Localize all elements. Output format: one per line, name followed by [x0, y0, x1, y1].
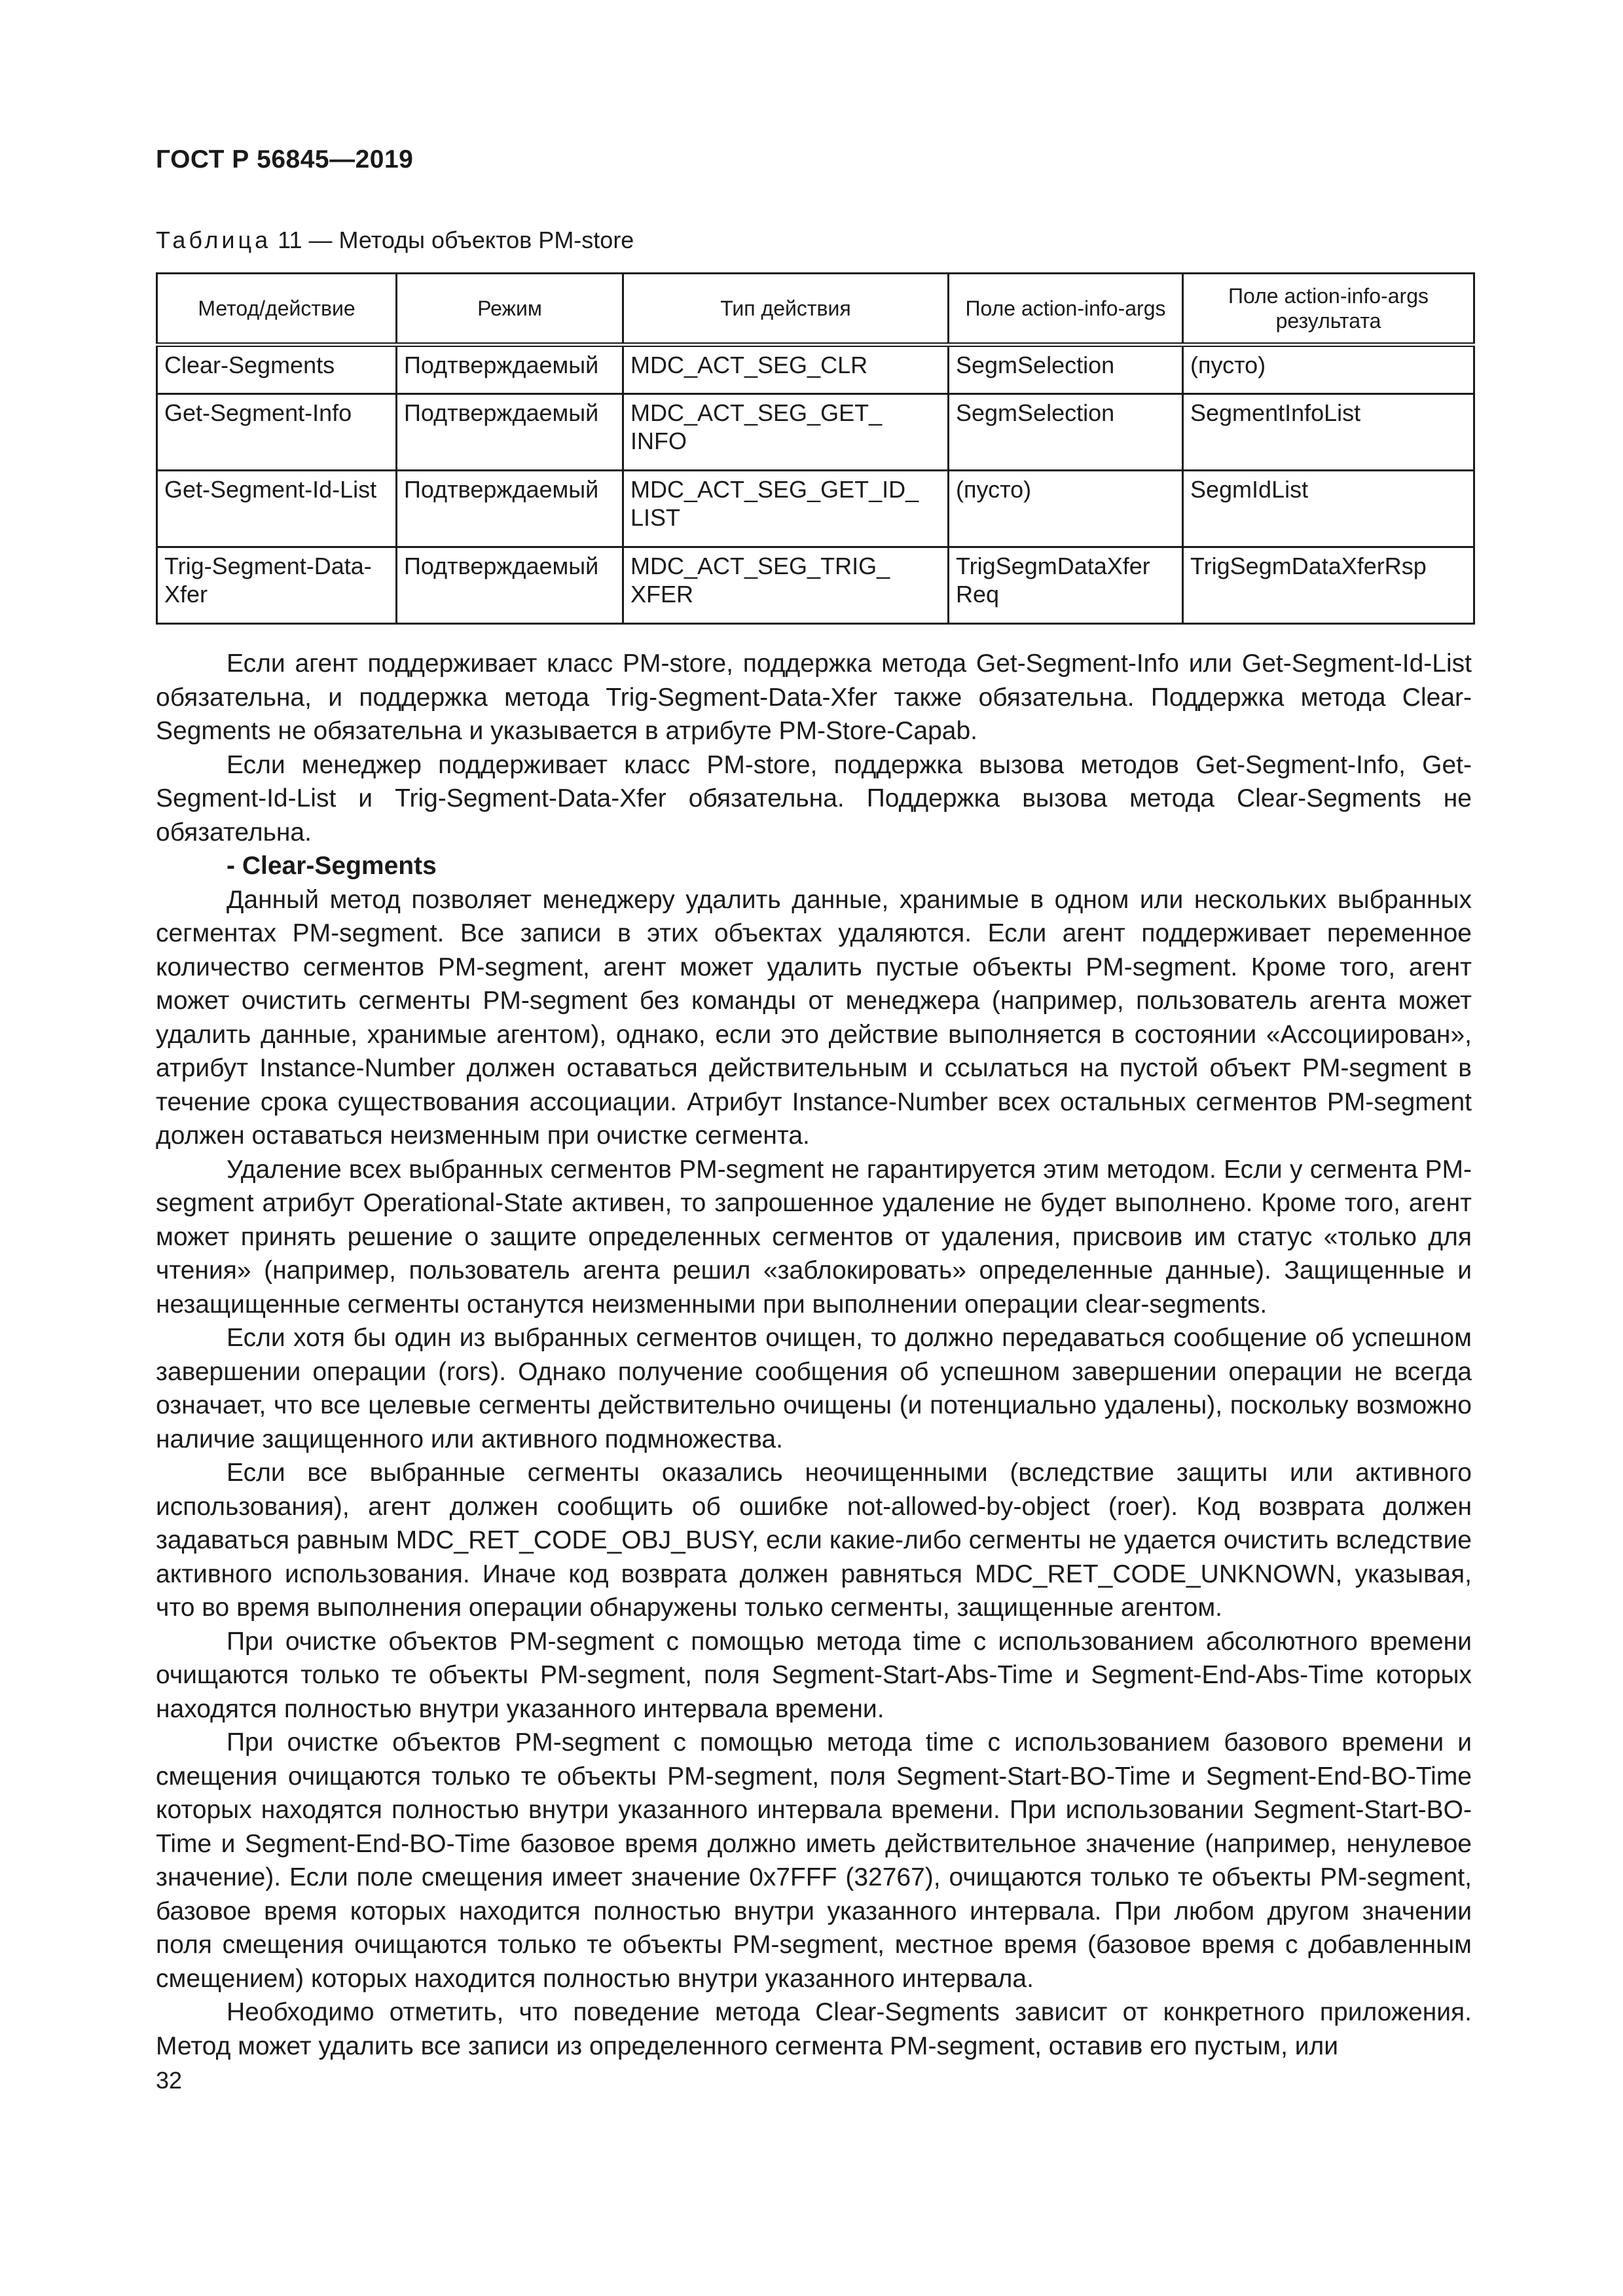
table-cell: MDC_ACT_SEG_GET_ INFO	[623, 394, 949, 471]
table-caption-label: Таблица	[156, 227, 272, 253]
table-cell: MDC_ACT_SEG_CLR	[623, 345, 949, 394]
column-header-method: Метод/действие	[157, 274, 397, 345]
table-header-row	[157, 274, 1474, 345]
table-cell: SegmentInfoList	[1183, 394, 1474, 471]
document-page	[156, 0, 1472, 2296]
table-row	[157, 394, 1474, 471]
section-heading-clear-segments: - Clear-Segments	[227, 852, 437, 880]
table-caption	[156, 227, 634, 254]
column-header-action-type: Тип действия	[623, 274, 949, 345]
table-cell: (пусто)	[1183, 345, 1474, 394]
paragraph: При очистке объектов PM-segment с помощью метода time с использованием абсолютного времени очищаются только те объекты PM-segment, поля Segment-Start-Abs-Time и Segment-End-Abs-Time которых находятся полностью внутри указанного интервала времени.	[156, 1627, 1472, 1723]
table-row	[157, 345, 1474, 394]
table-row	[157, 547, 1474, 624]
paragraph: Если менеджер поддерживает класс PM-store, поддержка вызова методов Get-Segment-Info, Get-Segment-Id-List и Trig-Segment-Data-Xfer обязательна. Поддержка вызова метода Clear-Segments не обязательна.	[156, 750, 1472, 847]
table-row	[157, 471, 1474, 547]
table-cell: SegmSelection	[949, 345, 1183, 394]
document-header: ГОСТ Р 56845—2019	[156, 145, 414, 173]
table-cell: TrigSegmDataXfer Req	[949, 547, 1183, 624]
column-header-mode: Режим	[397, 274, 623, 345]
table-cell: Get-Segment-Info	[157, 394, 397, 471]
paragraph: Если агент поддерживает класс PM-store, поддержка метода Get-Segment-Info или Get-Segment-Id-List обязательна, и поддержка метода Trig-Segment-Data-Xfer также обязательна. Поддержка метода Clear-Segments не обязательна и указывается в атрибуте PM-Store-Capab.	[156, 649, 1472, 745]
table-cell: Подтверждаемый	[397, 345, 623, 394]
table-cell: SegmIdList	[1183, 471, 1474, 547]
paragraph: Необходимо отметить, что поведение метода Clear-Segments зависит от конкретного приложения. Метод может удалить все записи из определенного сегмента PM-segment, оставив его пустым, или	[156, 1998, 1472, 2060]
table-cell: (пусто)	[949, 471, 1183, 547]
paragraph: Если хотя бы один из выбранных сегментов очищен, то должно передаваться сообщение об успешном завершении операции (rors). Однако получение сообщения об успешном завершении операции не всегда означает, что все целевые сегменты действительно очищены (и потенциально удалены), поскольку возможно наличие защищенного или активного подмножества.	[156, 1324, 1472, 1453]
column-header-result-args: Поле action-info-args результата	[1183, 274, 1474, 345]
table-cell: SegmSelection	[949, 394, 1183, 471]
paragraph: Если все выбранные сегменты оказались неочищенными (вследствие защиты или активного использования), агент должен сообщить об ошибке not-allowed-by-object (roer). Код возврата должен задаваться равным MDC_RET_CODE_OBJ_BUSY, если какие-либо сегменты не удается очистить вследствие активного использования. Иначе код возврата должен равняться MDC_RET_CODE_UNKNOWN, указывая, что во время выполнения операции обнаружены только сегменты, защищенные агентом.	[156, 1459, 1472, 1622]
table-cell: Подтверждаемый	[397, 471, 623, 547]
table-cell: Clear-Segments	[157, 345, 397, 394]
table-cell: TrigSegmDataXferRsp	[1183, 547, 1474, 624]
paragraph: Данный метод позволяет менеджеру удалить данные, хранимые в одном или нескольких выбранных сегментах PM-segment. Все записи в этих объектах удаляются. Если агент поддерживает переменное количество сегментов PM-segment, агент может удалить пустые объекты PM-segment. Кроме того, агент может очистить сегменты PM-segment без команды от менеджера (например, пользователь агента может удалить данные, хранимые агентом), однако, если это действие выполняется в состоянии «Ассоциирован», атрибут Instance-Number должен оставаться действительным и ссылаться на пустой объект PM-segment в течение срока существования ассоциации. Атрибут Instance-Number всех остальных сегментов PM-segment должен оставаться неизменным при очистке сегмента.	[156, 885, 1472, 1150]
paragraph: При очистке объектов PM-segment с помощью метода time с использованием базового времени и смещения очищаются только те объекты PM-segment, поля Segment-Start-BO-Time и Segment-End-BO-Time которых находятся полностью внутри указанного интервала времени. При использовании Segment-Start-BO-Time и Segment-End-BO-Time базовое время должно иметь действительное значение (например, ненулевое значение). Если поле смещения имеет значение 0x7FFF (32767), очищаются только те объекты PM-segment, базовое время которых находится полностью внутри указанного интервала. При любом другом значении поля смещения очищаются только те объекты PM-segment, местное время (базовое время с добавленным смещением) которых находится полностью внутри указанного интервала.	[156, 1728, 1472, 1993]
table-cell: Подтверждаемый	[397, 394, 623, 471]
table-cell: Trig-Segment-Data-Xfer	[157, 547, 397, 624]
table-cell: MDC_ACT_SEG_GET_ID_ LIST	[623, 471, 949, 547]
table-cell: Get-Segment-Id-List	[157, 471, 397, 547]
table-cell: Подтверждаемый	[397, 547, 623, 624]
table-cell: MDC_ACT_SEG_TRIG_ XFER	[623, 547, 949, 624]
methods-table	[156, 272, 1475, 625]
body-text	[156, 647, 1472, 2063]
page-number: 32	[156, 2067, 183, 2094]
paragraph: Удаление всех выбранных сегментов PM-segment не гарантируется этим методом. Если у сегмента PM-segment атрибут Operational-State активен, то запрошенное удаление не будет выполнено. Кроме того, агент может принять решение о защите определенных сегментов от удаления, присвоив им статус «только для чтения» (например, пользователь агента решил «заблокировать» определенные данные). Защищенные и незащищенные сегменты останутся неизменными при выполнении операции clear-segments.	[156, 1155, 1472, 1319]
column-header-action-info-args: Поле action-info-args	[949, 274, 1183, 345]
table-caption-title: 11 — Методы объектов PM-store	[271, 227, 634, 253]
